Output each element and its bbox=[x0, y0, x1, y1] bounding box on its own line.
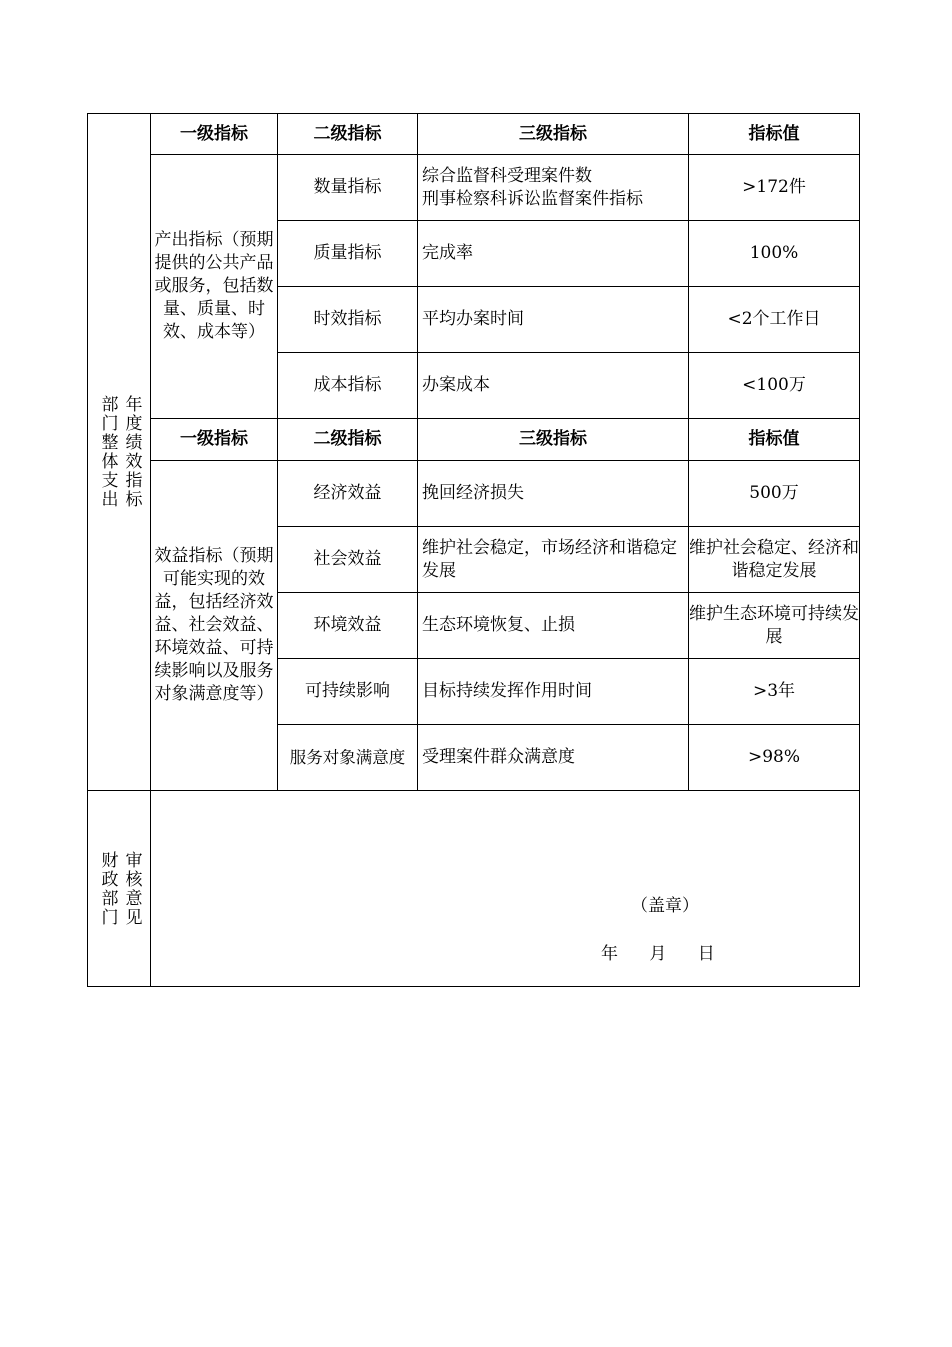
level3-line: 刑事检察科诉讼监督案件指标 bbox=[422, 188, 643, 209]
dept-section-label bbox=[88, 114, 151, 791]
level3-cell bbox=[418, 155, 689, 221]
level3-cell: 维护社会稳定，市场经济和谐稳定发展 bbox=[418, 527, 689, 593]
level2-cell: 服务对象满意度 bbox=[278, 725, 418, 791]
level2-cell: 成本指标 bbox=[278, 353, 418, 419]
finance-label-col1: 审核意见 bbox=[121, 850, 142, 927]
value-cell: 500万 bbox=[689, 461, 860, 527]
level2-cell: 质量指标 bbox=[278, 221, 418, 287]
level3-cell: 完成率 bbox=[418, 221, 689, 287]
finance-label-col2: 财政部门 bbox=[97, 850, 118, 927]
value-cell: >98% bbox=[689, 725, 860, 791]
level2-cell: 社会效益 bbox=[278, 527, 418, 593]
value-cell: 维护生态环境可持续发展 bbox=[689, 593, 860, 659]
level3-cell: 受理案件群众满意度 bbox=[418, 725, 689, 791]
finance-section-label bbox=[88, 791, 151, 987]
header-value: 指标值 bbox=[689, 419, 860, 461]
value-cell: >3年 bbox=[689, 659, 860, 725]
value-cell: <2个工作日 bbox=[689, 287, 860, 353]
table-row bbox=[88, 155, 860, 221]
benefit-level1-cell: 效益指标（预期可能实现的效益，包括经济效益、社会效益、环境效益、可持续影响以及服务对象满意度等） bbox=[151, 461, 278, 791]
value-cell: 100% bbox=[689, 221, 860, 287]
header-level1: 一级指标 bbox=[151, 114, 278, 155]
header-value: 指标值 bbox=[689, 114, 860, 155]
value-cell: >172件 bbox=[689, 155, 860, 221]
level3-cell: 目标持续发挥作用时间 bbox=[418, 659, 689, 725]
level3-cell: 办案成本 bbox=[418, 353, 689, 419]
header-level3: 三级指标 bbox=[418, 114, 689, 155]
finance-row bbox=[88, 791, 860, 987]
level2-cell: 可持续影响 bbox=[278, 659, 418, 725]
header-level3: 三级指标 bbox=[418, 419, 689, 461]
performance-table bbox=[87, 113, 860, 987]
header-row-benefit bbox=[88, 419, 860, 461]
value-cell: 维护社会稳定、经济和谐稳定发展 bbox=[689, 527, 860, 593]
level3-cell: 挽回经济损失 bbox=[418, 461, 689, 527]
level3-cell: 生态环境恢复、止损 bbox=[418, 593, 689, 659]
table-row bbox=[88, 461, 860, 527]
level2-cell: 经济效益 bbox=[278, 461, 418, 527]
output-level1-cell: 产出指标（预期提供的公共产品或服务，包括数量、质量、时效、成本等） bbox=[151, 155, 278, 419]
level3-line: 综合监督科受理案件数 bbox=[422, 165, 592, 186]
level3-cell: 平均办案时间 bbox=[418, 287, 689, 353]
dept-label-col1: 年度绩效指标 bbox=[121, 395, 142, 509]
date-text: 年 月 日 bbox=[601, 944, 715, 964]
level2-cell: 环境效益 bbox=[278, 593, 418, 659]
seal-text: （盖章） bbox=[631, 896, 699, 916]
header-row-output bbox=[88, 114, 860, 155]
level2-cell: 数量指标 bbox=[278, 155, 418, 221]
level2-cell: 时效指标 bbox=[278, 287, 418, 353]
dept-label-col2: 部门整体支出 bbox=[97, 395, 118, 509]
header-level2: 二级指标 bbox=[278, 114, 418, 155]
header-level1: 一级指标 bbox=[151, 419, 278, 461]
value-cell: <100万 bbox=[689, 353, 860, 419]
finance-opinion-cell bbox=[151, 791, 860, 987]
header-level2: 二级指标 bbox=[278, 419, 418, 461]
